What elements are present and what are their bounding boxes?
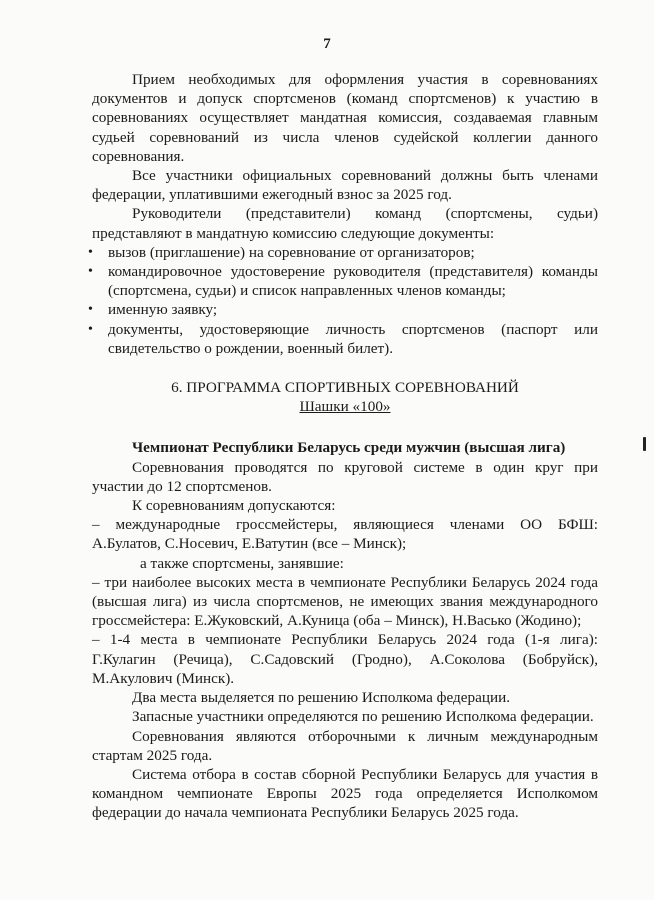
paragraph-top-three: – три наиболее высоких места в чемпионате Республики Беларусь 2024 года (высшая лига) из числа спортсменов, не имеющих звания международного гроссмейстера: Е.Жуковский, А.Куница (оба – Минск), Н.Васько (Жодино);	[92, 573, 598, 630]
paragraph-qualifying: Соревнования являются отборочными к личным международным стартам 2025 года.	[92, 727, 598, 764]
paragraph-admitted: К соревнованиям допускаются:	[132, 497, 336, 515]
paragraph-also: а также спортсмены, занявшие:	[140, 554, 344, 572]
paragraph-documents-intro: Руководители (представители) команд (спортсмены, судьи) представляют в мандатную комиссию следующие документы:	[92, 205, 598, 242]
section-subtitle: Шашки «100»	[299, 398, 391, 416]
bullet-icon: •	[88, 321, 93, 337]
paragraph-mandate-commission: Прием необходимых для оформления участия в соревнованиях документов и допуск спортсменов (команд спортсменов) к участию в соревнованиях осуществляет мандатная комиссия, создаваемая главным судьей соревнований из числа членов судейской коллегии данного соревнования.	[92, 71, 598, 165]
paragraph-two-places: Два места выделяется по решению Исполкома федерации.	[132, 689, 511, 707]
bullet-icon: •	[88, 302, 93, 318]
list-item-text: вызов (приглашение) на соревнование от организаторов;	[108, 243, 475, 261]
list-item-text: командировочное удостоверение руководителя (представителя) команды (спортсмена, судьи) и список направленных членов команды;	[108, 263, 598, 300]
paragraph-membership: Все участники официальных соревнований должны быть членами федерации, уплатившими ежегодный взнос за 2025 год.	[92, 167, 598, 204]
list-item	[88, 262, 598, 300]
paragraph-format: Соревнования проводятся по круговой системе в один круг при участии до 12 спортсменов.	[92, 458, 598, 495]
list-item	[88, 320, 598, 358]
paragraph-selection: Система отбора в состав сборной Республики Беларусь для участия в командном чемпионате Европы 2025 года определяется Исполкомом федерации до начала чемпионата Республики Беларусь 2025 года.	[92, 765, 598, 822]
paragraph-first-league: – 1-4 места в чемпионате Республики Беларусь 2024 года (1-я лига): Г.Кулагин (Речица), С.Садовский (Гродно), А.Соколова (Бобруйск), М.Акулович (Минск).	[92, 631, 598, 687]
bullet-icon: •	[88, 244, 93, 260]
list-item-text: именную заявку;	[108, 301, 218, 319]
scan-edge-mark	[643, 437, 646, 451]
document-body	[88, 70, 598, 823]
championship-heading: Чемпионат Республики Беларусь среди мужчин (высшая лига)	[132, 439, 566, 457]
list-item-text: документы, удостоверяющие личность спортсменов (паспорт или свидетельство о рождении, военный билет).	[108, 320, 598, 357]
list-item	[88, 243, 598, 262]
documents-list	[88, 243, 598, 358]
paragraph-grandmasters: – международные гроссмейстеры, являющиеся членами ОО БФШ: А.Булатов, С.Носевич, Е.Ватутин (все – Минск);	[92, 516, 598, 553]
list-item	[88, 300, 598, 319]
section-title: 6. ПРОГРАММА СПОРТИВНЫХ СОРЕВНОВАНИЙ	[171, 379, 519, 397]
bullet-icon: •	[88, 264, 93, 280]
paragraph-reserves: Запасные участники определяются по решению Исполкома федерации.	[132, 708, 594, 726]
page-number: 7	[323, 36, 331, 52]
